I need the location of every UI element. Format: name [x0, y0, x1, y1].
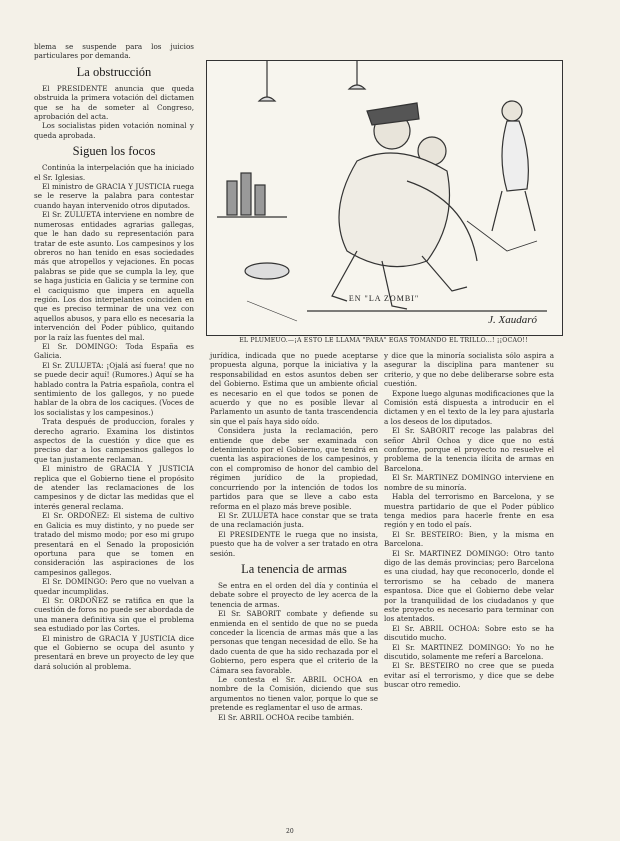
- column1-paragraph: El ministro de GRACIA Y JUSTICIA replica que el Gobierno tiene el propósito de atender las reclamaciones de los campesinos y de dictar las medidas que el interés general reclama.: [34, 464, 194, 511]
- column2-paragraph: Le contesta el Sr. ABRIL OCHOA en nombre de la Comisión, diciendo que sus argumentos no tienen valor, porque lo que se pretende es reglamentar el uso de armas.: [210, 675, 378, 713]
- column-middle: [210, 351, 378, 722]
- column3-paragraph: El Sr. SABORIT recoge las palabras del señor Abril Ochoa y dice que no está conforme, porque el proyecto no resuelve el problema de la tenencia ilícita de armas en Barcelona.: [384, 426, 554, 473]
- column1-paragraph: El Sr. DOMINGO: Pero que no vuelvan a quedar incumplidas.: [34, 577, 194, 596]
- column1-paragraph: El Sr. ZULUETA: ¡Ojalá así fuera! que no se puede decir aquí! (Rumores.) Aquí se ha hablado contra la Patria española, contra el sentimiento de los gallegos, y no puede hablar de la obra de los caciques. (Voces de los socialistas y los campesinos.): [34, 360, 194, 417]
- column1-paragraph: Trata después de produccion, forales y derecho agrario. Examina los distintos aspectos de la cuestión y dice que es preciso dar a los campesinos gallegos lo que tan justamente reclaman.: [34, 417, 194, 464]
- column1-intro: blema se suspende para los juicios particulares por demanda.: [34, 42, 194, 61]
- column1-paragraph: El Sr. ORDOÑEZ se ratifica en que la cuestión de foros no puede ser abordada de una manera definitiva sin que el problema sea estudiado por las Cortes.: [34, 595, 194, 634]
- cartoon-signature: J. Xaudaró: [488, 314, 537, 326]
- column1-paragraph: El ministro de GRACIA Y JUSTICIA dice que el Gobierno se ocupa del asunto y presentará en breve un proyecto de ley que dará solución al problema.: [34, 633, 194, 671]
- column1-paragraph: El ministro de GRACIA Y JUSTICIA ruega se le reserve la palabra para contestar cuando hayan intervenido otros diputados.: [34, 182, 194, 210]
- column2-paragraph: Considera justa la reclamación, pero entiende que debe ser examinada con detenimiento por el Gobierno, que tendrá en cuenta las aspiraciones de los campesinos, y con el compromiso de honor del cambio del régimen jurídico de la propiedad, concurriendo por la intención de todos los partidos para que se lleve a cabo esta reforma en el plazo más breve posible.: [210, 426, 378, 511]
- column3-paragraph: El Sr. ABRIL OCHOA: Sobre esto se ha discutido mucho.: [384, 623, 554, 643]
- column-left: [34, 42, 194, 671]
- column3-paragraph: El Sr. BESTEIRO: Bien, y la misma en Barcelona.: [384, 529, 554, 549]
- column-right: [384, 351, 554, 690]
- column1-paragraph: El Sr. ZULUETA interviene en nombre de numerosas entidades agrarias gallegas, que le han dado su representación para tratar de este asunto. Los campesinos y los obreros no han tenido en esas sociedades más que atropellos y vejaciones. En pocas palabras se pide que se cumpla la ley, que se haga justicia en Galicia y se termine con el caciquismo que impera en aquella región. Los dos interpelantes coinciden en que es preciso terminar de una vez con aquellos abusos, y para ello es necesaria la intervención del Poder público, quitando por la raíz las fuentes del mal.: [34, 210, 194, 342]
- column2-paragraph: El Sr. SABORIT combate y defiende su enmienda en el sentido de que no se pueda conceder la licencia de armas más que a las personas que tengan necesidad de ello. Se ha dado cuenta de que ha sido rechazada por el Gobierno, pero espera que el criterio de la Cámara sea favorable.: [210, 609, 378, 675]
- cartoon-drawing: [207, 61, 562, 335]
- heading-obstruccion: La obstrucción: [76, 64, 152, 79]
- column3-paragraph: El Sr. MARTINEZ DOMINGO interviene en nombre de su minoría.: [384, 473, 554, 492]
- page-footer-mark: 20: [286, 828, 294, 835]
- cartoon-caption: EL PLUMEUO.—¡A ESTO LE LLAMA "PARA" EGAS TOMANDO EL TRILLO...! ¡¡OCAO!!: [239, 337, 528, 344]
- column3-paragraph: y dice que la minoría socialista sólo aspira a asegurar la disciplina para mantener su criterio, y que no debe deliberarse sobre esta cuestión.: [384, 351, 554, 389]
- column3-paragraph: El Sr. BESTEIRO no cree que se pueda evitar así el terrorismo, y dice que se debe buscar otro remedio.: [384, 661, 554, 690]
- column2-paragraph: jurídica, indicada que no puede aceptarse propuesta alguna, porque la iniciativa y la responsabilidad en estos asuntos deben ser del Gobierno. Estima que un ambiente oficial es necesario en el que todos se ponen de acuerdo y que no es posible llevar al Parlamento un asunto de tanta trascendencia sin que el país haya sido oído.: [210, 351, 378, 426]
- cartoon-title: EN "LA ZOMBI": [348, 294, 420, 303]
- column2-paragraph: Se entra en el orden del día y continúa el debate sobre el proyecto de ley acerca de la tenencia de armas.: [210, 580, 378, 609]
- column1-paragraph: El PRESIDENTE anuncia que queda obstruida la primera votación del dictamen que se ha de someter al Congreso, aprobación del acta.: [34, 83, 194, 122]
- column2-paragraph: El PRESIDENTE le ruega que no insista, puesto que ha de volver a ser tratado en otra sesión.: [210, 529, 378, 558]
- column1-paragraph: Los socialistas piden votación nominal y queda aprobada.: [34, 121, 194, 140]
- column3-paragraph: Habla del terrorismo en Barcelona, y se muestra partidario de que el Poder público tenga medios para hacerle frente en esa región y en todo el país.: [384, 492, 554, 530]
- column1-paragraph: El Sr. ORDOÑEZ: El sistema de cultivo en Galicia es muy distinto, y no puede ser tratado del mismo modo; por eso mi grupo presentará en el Senado la proposición oportuna para que se tomen en consideración las aspiraciones de los campesinos gallegos.: [34, 511, 194, 577]
- column3-paragraph: El Sr. MARTINEZ DOMINGO: Otro tanto digo de las demás provincias; pero Barcelona es una ciudad, hay que reconocerlo, donde el terrorismo se ha cebado de manera espantosa. Dice que el Gobierno debe velar por la tranquilidad de los ciudadanos y que este proyecto es necesario para terminar con los atentados.: [384, 548, 554, 624]
- column3-paragraph: Expone luego algunas modificaciones que la Comisión está dispuesta a introducir en el dictamen y en el texto de la ley para ajustarla a los deseos de los diputados.: [384, 388, 554, 426]
- column1-paragraph: Continúa la interpelación que ha iniciado el Sr. Iglesias.: [34, 163, 194, 182]
- column3-paragraph: El Sr. MARTINEZ DOMINGO: Yo no he discutido, solamente me referí a Barcelona.: [384, 642, 554, 661]
- cartoon-illustration: [206, 60, 563, 336]
- heading-tenencia-armas: La tenencia de armas: [241, 561, 347, 576]
- column2-paragraph: El Sr. ZULUETA hace constar que se trata de una reclamación justa.: [210, 510, 378, 530]
- heading-foros: Siguen los focos: [72, 144, 156, 159]
- column1-paragraph: El Sr. DOMINGO: Toda España es Galicia.: [34, 341, 194, 361]
- column2-paragraph: El Sr. ABRIL OCHOA recibe también.: [218, 712, 354, 722]
